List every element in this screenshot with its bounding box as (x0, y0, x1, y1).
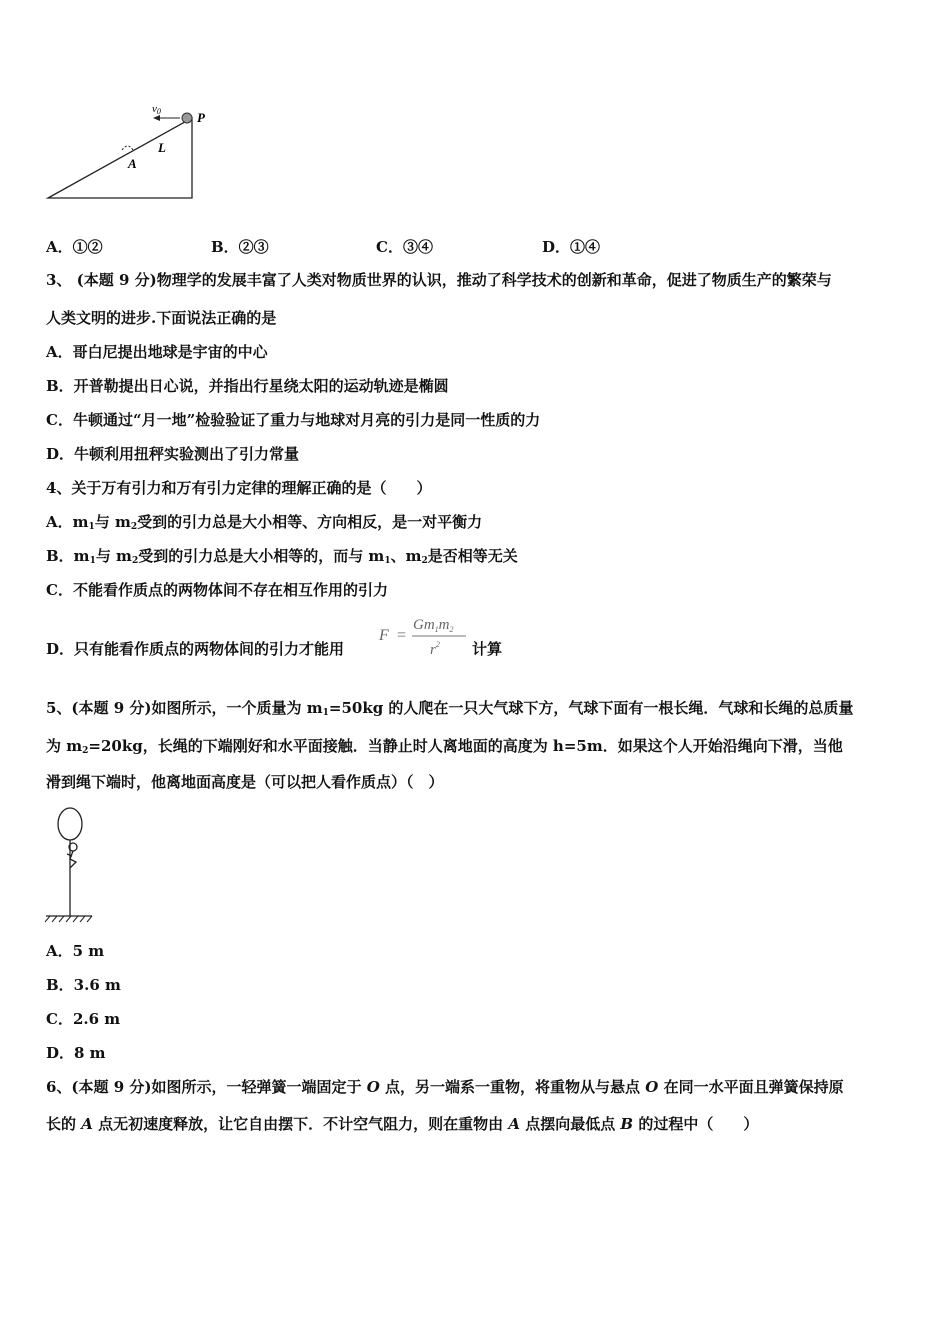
ground-hatching (45, 916, 92, 922)
q5-option-a[interactable]: A．5 m (46, 942, 105, 960)
label-l: L (158, 140, 166, 155)
q5-option-c[interactable]: C．2.6 m (46, 1010, 121, 1028)
label-a: A (128, 156, 137, 171)
balloon-figure (40, 804, 100, 926)
q2-option-d[interactable]: D．①④ (542, 238, 601, 256)
label-v0: v0 (152, 103, 161, 116)
q3-option-d[interactable]: D．牛顿利用扭秤实验测出了引力常量 (46, 445, 300, 463)
climbing-person (67, 843, 77, 868)
q5-option-b[interactable]: B．3.6 m (46, 976, 121, 994)
q4-option-d-post: 计算 (472, 640, 503, 658)
q3-option-c[interactable]: C．牛顿通过“月一地”检验验证了重力与地球对月亮的引力是同一性质的力 (46, 411, 541, 429)
q6-stem-line2: 长的 A 点无初速度释放，让它自由摆下．不计空气阻力，则在重物由 A 点摆向最低点 B 的过程中（ ） (46, 1115, 759, 1133)
arc-mark (122, 146, 133, 150)
formula-denominator: $r^2$ (430, 640, 440, 658)
gravity-formula (378, 612, 470, 660)
label-p: P (197, 110, 205, 125)
incline-figure (40, 96, 220, 206)
formula-lhs: F (379, 627, 389, 644)
q4-option-d-pre[interactable]: D．只有能看作质点的两物体间的引力才能用 (46, 640, 345, 658)
q5-option-d[interactable]: D．8 m (46, 1044, 106, 1062)
formula-eq: = (397, 627, 407, 644)
q2-option-b[interactable]: B．②③ (211, 238, 269, 256)
q2-option-c[interactable]: C．③④ (376, 238, 433, 256)
formula-numerator: $Gm_1m_2$ (413, 617, 454, 634)
q3-option-b[interactable]: B．开普勒提出日心说，并指出行星绕太阳的运动轨迹是椭圆 (46, 377, 449, 395)
balloon (58, 808, 82, 840)
ball-p (182, 113, 192, 123)
person-body (70, 851, 76, 868)
q4-stem: 4、关于万有引力和万有引力定律的理解正确的是（ ） (46, 479, 432, 497)
q3-option-a[interactable]: A．哥白尼提出地球是宇宙的中心 (46, 343, 268, 361)
q2-option-a[interactable]: A．①② (46, 238, 103, 256)
q5-stem-line3: 滑到绳下端时，他离地面高度是（可以把人看作质点）（ ） (46, 773, 444, 791)
q5-stem-line2: 为 $m_2=20kg$，长绳的下端刚好和水平面接触．当静止时人离地面的高度为 h=5m．如果这个人开始沿绳向下滑，当他 (46, 737, 843, 756)
q6-stem-line1: 6、(本题 9 分)如图所示，一轻弹簧一端固定于 O 点，另一端系一重物，将重物从与悬点 O 在同一水平面且弹簧保持原 (46, 1078, 844, 1096)
q4-option-a[interactable]: A．$m_1$与 $m_2$受到的引力总是大小相等、方向相反，是一对平衡力 (46, 513, 483, 532)
q3-stem-line1: 3、 (本题 9 分)物理学的发展丰富了人类对物质世界的认识，推动了科学技术的创新和革命，促进了物质生产的繁荣与 (46, 271, 832, 289)
q3-stem-line2: 人类文明的进步.下面说法正确的是 (46, 309, 277, 327)
q4-option-c[interactable]: C．不能看作质点的两物体间不存在相互作用的引力 (46, 581, 388, 599)
incline-triangle (48, 118, 192, 198)
q5-stem-line1: 5、(本题 9 分)如图所示，一个质量为 $m_1=50kg$ 的人爬在一只大气球下方，气球下面有一根长绳．气球和长绳的总质量 (46, 699, 854, 718)
q4-option-b[interactable]: B．$m_1$与 $m_2$受到的引力总是大小相等的，而与 $m_1$、$m_2$是否相等无关 (46, 547, 518, 566)
